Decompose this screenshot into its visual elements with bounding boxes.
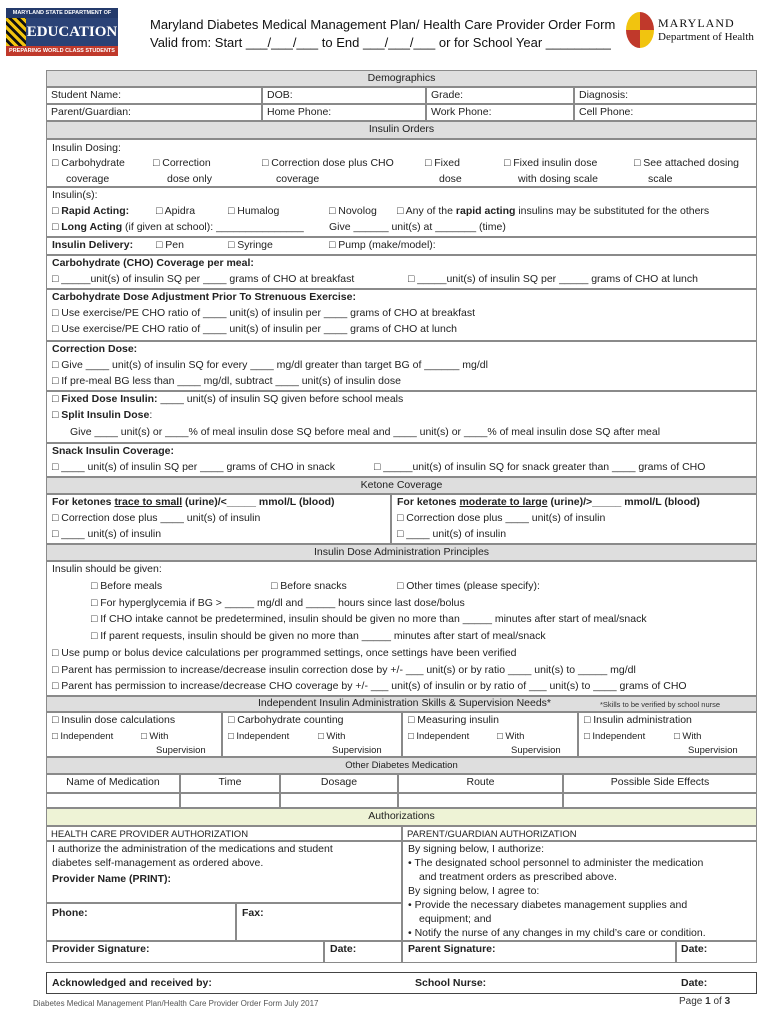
- cho-intake-option[interactable]: □ If CHO intake cannot be predetermined, insulin should be given no more than _____ minutes after start of meal/snack: [91, 613, 647, 625]
- skill-admin-independent[interactable]: □ Independent: [584, 731, 646, 742]
- rapid-acting-box[interactable]: □: [52, 205, 62, 217]
- fax-field[interactable]: Fax:: [242, 907, 264, 919]
- med-row-side-effects[interactable]: [563, 793, 757, 808]
- skill-admin-option[interactable]: □ Insulin administration: [584, 714, 692, 726]
- parent-text-l6: equipment; and: [419, 913, 492, 925]
- correction-label: Correction Dose:: [52, 343, 138, 355]
- ketone-small-pre: For ketones: [52, 496, 115, 508]
- hcp-text-line2: diabetes self-management as ordered above.: [52, 857, 264, 869]
- msde-logo-tagline: PREPARING WORLD CLASS STUDENTS: [6, 46, 118, 56]
- rapid-acting-label: Rapid Acting:: [61, 205, 130, 217]
- dob-field[interactable]: DOB:: [262, 87, 426, 104]
- work-phone-field[interactable]: Work Phone:: [426, 104, 574, 121]
- parent-text-l3: and treatment orders as prescribed above.: [419, 871, 617, 883]
- dosing-opt-fixed-scale-line2: with dosing scale: [518, 173, 598, 185]
- dosing-opt-carb[interactable]: □ Carbohydrate: [52, 157, 125, 169]
- ketone-large-pre: For ketones: [397, 496, 460, 508]
- dosing-opt-fixed[interactable]: □ Fixed: [425, 157, 460, 169]
- ketone-small-range: trace to small: [114, 496, 183, 508]
- parent-text-l1: By signing below, I authorize:: [408, 843, 544, 855]
- page-number: [679, 996, 730, 1007]
- parent-field[interactable]: Parent/Guardian:: [46, 104, 262, 121]
- fixed-dose-option[interactable]: [52, 393, 403, 406]
- col-route: Route: [398, 774, 563, 793]
- parent-requests-option[interactable]: □ If parent requests, insulin should be given no more than _____ minutes after start of meal/snack: [91, 630, 546, 642]
- validity-line: Valid from: Start ___/___/___ to End ___/___/___ or for School Year _________: [150, 35, 611, 50]
- skills-note: *Skills to be verified by school nurse: [600, 700, 721, 709]
- perm-correction-option[interactable]: □ Parent has permission to increase/decrease insulin correction dose by +/- ___ unit(s) or by ratio ____ unit(s) to _____ mg/dl: [52, 664, 636, 676]
- humalog-option[interactable]: □ Humalog: [228, 205, 280, 217]
- other-meds-heading: Other Diabetes Medication: [46, 757, 757, 774]
- cho-lunch-option[interactable]: □ _____unit(s) of insulin SQ per _____ grams of CHO at lunch: [408, 273, 698, 285]
- given-label: Insulin should be given:: [52, 563, 162, 575]
- split-dose-colon: :: [149, 409, 153, 421]
- skill-dose-calc-with[interactable]: □ With: [141, 731, 169, 742]
- med-row-route[interactable]: [398, 793, 563, 808]
- skill-admin-supervision: Supervision: [688, 745, 738, 756]
- skill-measuring-independent[interactable]: □ Independent: [408, 731, 470, 742]
- ketone-large-post: (urine)/>_____ mmol/L (blood): [547, 496, 700, 508]
- parent-date-field[interactable]: Date:: [681, 943, 708, 955]
- exercise-breakfast-option[interactable]: □ Use exercise/PE CHO ratio of ____ unit(s) of insulin per ____ grams of CHO at breakfast: [52, 307, 476, 319]
- ketone-small-label: [52, 496, 335, 509]
- msde-logo-top: MARYLAND STATE DEPARTMENT OF: [6, 8, 118, 18]
- ketone-large-range: moderate to large: [459, 496, 548, 508]
- apidra-option[interactable]: □ Apidra: [156, 205, 196, 217]
- snack-greater-option[interactable]: □ _____unit(s) of insulin SQ for snack greater than ____ grams of CHO: [374, 461, 706, 473]
- page-pre: Page: [679, 996, 706, 1007]
- hcp-heading: HEALTH CARE PROVIDER AUTHORIZATION: [46, 826, 402, 841]
- other-times-option[interactable]: □ Other times (please specify):: [397, 580, 540, 592]
- student-name-field[interactable]: Student Name:: [46, 87, 262, 104]
- msde-logo: [6, 8, 118, 56]
- demographics-heading: Demographics: [46, 70, 757, 87]
- ack-date-field[interactable]: Date:: [681, 977, 708, 989]
- ketone-large-correction-option[interactable]: □ Correction dose plus ____ unit(s) of insulin: [397, 512, 606, 524]
- ketone-large-units-option[interactable]: □ ____ unit(s) of insulin: [397, 528, 507, 540]
- ketone-small-units-option[interactable]: □ ____ unit(s) of insulin: [52, 528, 162, 540]
- long-acting-give: Give ______ unit(s) at _______ (time): [329, 221, 506, 233]
- med-row-name[interactable]: [46, 793, 180, 808]
- maryland-seal-icon: [626, 12, 654, 48]
- form-title: Maryland Diabetes Medical Management Plan/ Health Care Provider Order Form: [150, 17, 616, 32]
- school-nurse-field[interactable]: School Nurse:: [415, 977, 487, 989]
- delivery-label: Insulin Delivery:: [52, 239, 134, 251]
- parent-text-l5: • Provide the necessary diabetes management supplies and: [408, 899, 688, 911]
- split-dose-option[interactable]: [52, 409, 152, 422]
- any-rapid-post: insulins may be substituted for the others: [515, 205, 710, 217]
- col-time: Time: [180, 774, 280, 793]
- before-snacks-option[interactable]: □ Before snacks: [271, 580, 347, 592]
- long-acting-rest: (if given at school): _______________: [122, 221, 304, 233]
- long-acting-box[interactable]: □: [52, 221, 62, 233]
- principles-heading: Insulin Dose Administration Principles: [46, 544, 757, 561]
- provider-name-field[interactable]: Provider Name (PRINT):: [52, 873, 172, 885]
- parent-text-l7: • Notify the nurse of any changes in my child’s care or condition.: [408, 927, 706, 939]
- skill-measuring-supervision: Supervision: [511, 745, 561, 756]
- ketone-heading: Ketone Coverage: [46, 477, 757, 494]
- page-total: 3: [724, 996, 731, 1007]
- pump-option[interactable]: □ Pump (make/model):: [329, 239, 436, 251]
- dosing-opt-fixed-line2: dose: [439, 173, 462, 185]
- cell-phone-field[interactable]: Cell Phone:: [574, 104, 757, 121]
- dosing-opt-carb-line2: coverage: [66, 173, 110, 185]
- ketone-large-label: [397, 496, 700, 509]
- rapid-acting-option[interactable]: [52, 205, 129, 218]
- skill-dose-calc-independent[interactable]: □ Independent: [52, 731, 114, 742]
- hyperglycemia-option[interactable]: □ For hyperglycemia if BG > _____ mg/dl and _____ hours since last dose/bolus: [91, 597, 465, 609]
- page-mid: of: [710, 996, 725, 1007]
- parent-text-l2: • The designated school personnel to administer the medication: [408, 857, 704, 869]
- skill-carb-count-with[interactable]: □ With: [318, 731, 346, 742]
- fixed-dose-label: Fixed Dose Insulin:: [61, 393, 158, 405]
- mdh-logo-line1: MARYLAND: [658, 16, 735, 30]
- correction-premeal-option[interactable]: □ If pre-meal BG less than ____ mg/dl, subtract ____ unit(s) of insulin dose: [52, 375, 401, 387]
- any-rapid-option[interactable]: [397, 205, 709, 218]
- dosing-opt-correction[interactable]: □ Correction: [153, 157, 211, 169]
- any-rapid-pre: □ Any of the: [397, 205, 456, 217]
- cho-breakfast-option[interactable]: □ _____unit(s) of insulin SQ per ____ grams of CHO at breakfast: [52, 273, 355, 285]
- syringe-option[interactable]: □ Syringe: [228, 239, 273, 251]
- dosing-opt-fixed-scale[interactable]: □ Fixed insulin dose: [504, 157, 598, 169]
- insulin-dosing-label: Insulin Dosing:: [52, 142, 121, 154]
- authorizations-heading: Authorizations: [46, 808, 757, 826]
- dosing-opt-correction-cho[interactable]: □ Correction dose plus CHO: [262, 157, 394, 169]
- dosing-opt-attached-line2: scale: [648, 173, 673, 185]
- novolog-option[interactable]: □ Novolog: [329, 205, 377, 217]
- strenuous-label: Carbohydrate Dose Adjustment Prior To Strenuous Exercise:: [52, 291, 356, 303]
- skill-carb-count-independent[interactable]: □ Independent: [228, 731, 290, 742]
- long-acting-label: Long Acting: [61, 221, 123, 233]
- med-row-dosage[interactable]: [280, 793, 398, 808]
- snack-label: Snack Insulin Coverage:: [52, 445, 174, 457]
- before-meals-option[interactable]: □ Before meals: [91, 580, 163, 592]
- skill-dose-calc-option[interactable]: □ Insulin dose calculations: [52, 714, 176, 726]
- maryland-flag-icon: [6, 18, 26, 46]
- skill-carb-count-supervision: Supervision: [332, 745, 382, 756]
- long-acting-option[interactable]: [52, 221, 304, 234]
- footer-form-id: Diabetes Medical Management Plan/Health Care Provider Order Form July 2017: [33, 999, 319, 1008]
- ack-label: Acknowledged and received by:: [52, 977, 212, 989]
- insulin-orders-heading: Insulin Orders: [46, 121, 757, 139]
- hcp-text-line1: I authorize the administration of the medications and student: [52, 843, 333, 855]
- provider-signature-field[interactable]: Provider Signature:: [52, 943, 150, 955]
- parent-signature-field[interactable]: Parent Signature:: [408, 943, 496, 955]
- exercise-lunch-option[interactable]: □ Use exercise/PE CHO ratio of ____ unit(s) of insulin per ____ grams of CHO at lunch: [52, 323, 457, 335]
- col-medication-name: Name of Medication: [46, 774, 180, 793]
- split-dose-label: Split Insulin Dose: [61, 409, 150, 421]
- skill-admin-with[interactable]: □ With: [674, 731, 702, 742]
- mdh-logo: [626, 12, 766, 52]
- skill-measuring-option[interactable]: □ Measuring insulin: [408, 714, 499, 726]
- provider-date-field[interactable]: Date:: [330, 943, 357, 955]
- ketone-small-post: (urine)/<_____ mmol/L (blood): [182, 496, 335, 508]
- pump-calc-option[interactable]: □ Use pump or bolus device calculations per programmed settings, once settings have been verified: [52, 647, 517, 659]
- dosing-opt-attached[interactable]: □ See attached dosing: [634, 157, 739, 169]
- insulins-label: Insulin(s):: [52, 189, 98, 201]
- ketone-small-correction-option[interactable]: □ Correction dose plus ____ unit(s) of insulin: [52, 512, 261, 524]
- col-side-effects: Possible Side Effects: [563, 774, 757, 793]
- med-row-time[interactable]: [180, 793, 280, 808]
- home-phone-field[interactable]: Home Phone:: [262, 104, 426, 121]
- parent-text-l4: By signing below, I agree to:: [408, 885, 540, 897]
- cho-coverage-label: Carbohydrate (CHO) Coverage per meal:: [52, 257, 254, 269]
- fixed-dose-box[interactable]: □: [52, 393, 62, 405]
- page-header: [0, 0, 770, 70]
- split-dose-give: Give ____ unit(s) or ____% of meal insulin dose SQ before meal and ____ unit(s) or ____% of meal insulin dose SQ after meal: [70, 426, 661, 438]
- fixed-dose-rest: ____ unit(s) of insulin SQ given before school meals: [157, 393, 404, 405]
- dosing-opt-correction-cho-line2: coverage: [276, 173, 320, 185]
- phone-field[interactable]: Phone:: [52, 907, 88, 919]
- diagnosis-field[interactable]: Diagnosis:: [574, 87, 757, 104]
- skills-heading: Independent Insulin Administration Skills & Supervision Needs*: [258, 697, 552, 709]
- page-current: 1: [705, 996, 711, 1007]
- mdh-logo-line2: Department of Health: [658, 31, 754, 43]
- correction-give-option[interactable]: □ Give ____ unit(s) of insulin SQ for every ____ mg/dl greater than target BG of ______ mg/dl: [52, 359, 488, 371]
- skill-carb-count-option[interactable]: □ Carbohydrate counting: [228, 714, 344, 726]
- skill-dose-calc-supervision: Supervision: [156, 745, 206, 756]
- any-rapid-bold: rapid acting: [455, 205, 516, 217]
- col-dosage: Dosage: [280, 774, 398, 793]
- grade-field[interactable]: Grade:: [426, 87, 574, 104]
- pen-option[interactable]: □ Pen: [156, 239, 184, 251]
- split-dose-box[interactable]: □: [52, 409, 62, 421]
- perm-cho-option[interactable]: □ Parent has permission to increase/decrease CHO coverage by +/- ___ unit(s) of insulin or by ratio of ___ unit(s) to ____ grams of CHO: [52, 680, 687, 692]
- snack-per-gram-option[interactable]: □ ____ unit(s) of insulin SQ per ____ grams of CHO in snack: [52, 461, 335, 473]
- skill-measuring-with[interactable]: □ With: [497, 731, 525, 742]
- msde-logo-name: EDUCATION: [26, 18, 118, 46]
- parent-auth-heading: PARENT/GUARDIAN AUTHORIZATION: [402, 826, 757, 841]
- dosing-opt-correction-line2: dose only: [167, 173, 212, 185]
